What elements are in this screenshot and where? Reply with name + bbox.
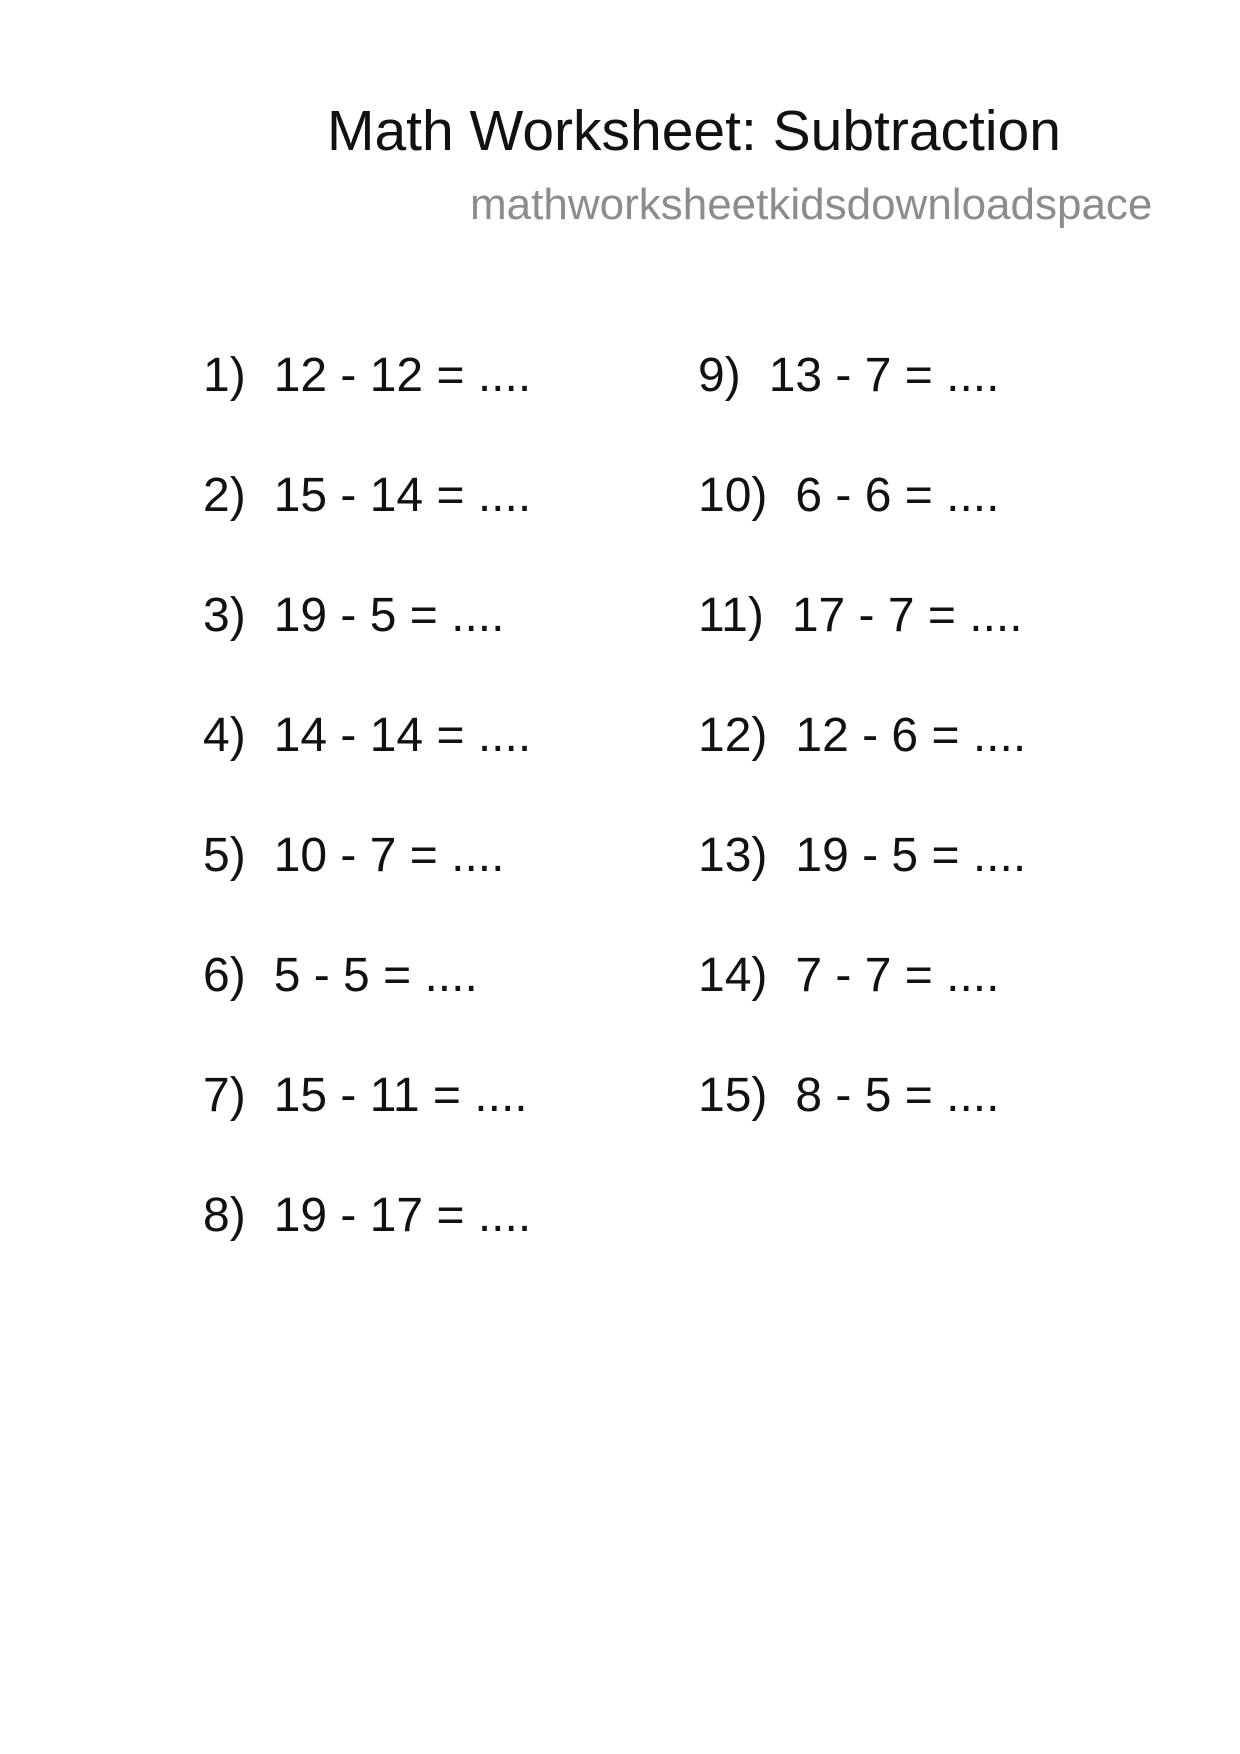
problem-equation: 10 - 7 = ....: [273, 829, 505, 882]
problem-number: 10): [698, 469, 768, 522]
problem-equation: 15 - 14 = ....: [273, 469, 532, 522]
problem-equation: 19 - 5 = ....: [795, 829, 1027, 882]
problem-equation: 7 - 7 = ....: [795, 949, 1000, 1002]
problem-equation: 12 - 6 = ....: [795, 709, 1027, 762]
problem-equation: 5 - 5 = ....: [273, 949, 478, 1002]
problem-equation: 12 - 12 = ....: [273, 349, 532, 402]
problem-number: 3): [203, 589, 246, 642]
problem-number: 7): [203, 1069, 246, 1122]
problem-row: [203, 1189, 532, 1242]
problem-row: [203, 469, 532, 522]
problem-equation: 19 - 17 = ....: [273, 1189, 532, 1242]
page-title: Math Worksheet: Subtraction: [327, 99, 1061, 163]
problem-number: 1): [203, 349, 246, 402]
problem-row: [698, 709, 1027, 762]
problem-row: [698, 469, 1026, 522]
problem-number: 13): [698, 829, 768, 882]
problem-row: [698, 589, 1026, 642]
problem-equation: 13 - 7 = ....: [768, 349, 1000, 402]
problem-row: [203, 829, 531, 882]
problem-equation: 14 - 14 = ....: [273, 709, 532, 762]
problem-row: [203, 1069, 531, 1122]
problems-column-right: [698, 349, 1027, 1192]
problem-row: [698, 1069, 1026, 1122]
problem-row: [698, 349, 1026, 402]
problem-row: [203, 709, 532, 762]
problem-equation: 17 - 7 = ....: [791, 589, 1023, 642]
problem-number: 8): [203, 1189, 246, 1242]
problem-equation: 19 - 5 = ....: [273, 589, 505, 642]
problem-row: [698, 949, 1026, 1002]
problem-number: 14): [698, 949, 768, 1002]
problem-number: 9): [698, 349, 741, 402]
problem-number: 12): [698, 709, 768, 762]
problems-column-left: [203, 349, 532, 1312]
problem-number: 2): [203, 469, 246, 522]
problem-row: [203, 949, 531, 1002]
problem-number: 11): [698, 589, 764, 642]
problem-number: 4): [203, 709, 246, 762]
problem-number: 15): [698, 1069, 768, 1122]
problem-row: [203, 349, 532, 402]
problem-equation: 15 - 11 = ....: [273, 1069, 528, 1122]
problem-number: 6): [203, 949, 246, 1002]
problem-row: [203, 589, 531, 642]
problem-row: [698, 829, 1027, 882]
problem-number: 5): [203, 829, 246, 882]
problem-equation: 6 - 6 = ....: [795, 469, 1000, 522]
page-subtitle: mathworksheetkidsdownloadspace: [470, 180, 1153, 229]
problem-equation: 8 - 5 = ....: [795, 1069, 1000, 1122]
